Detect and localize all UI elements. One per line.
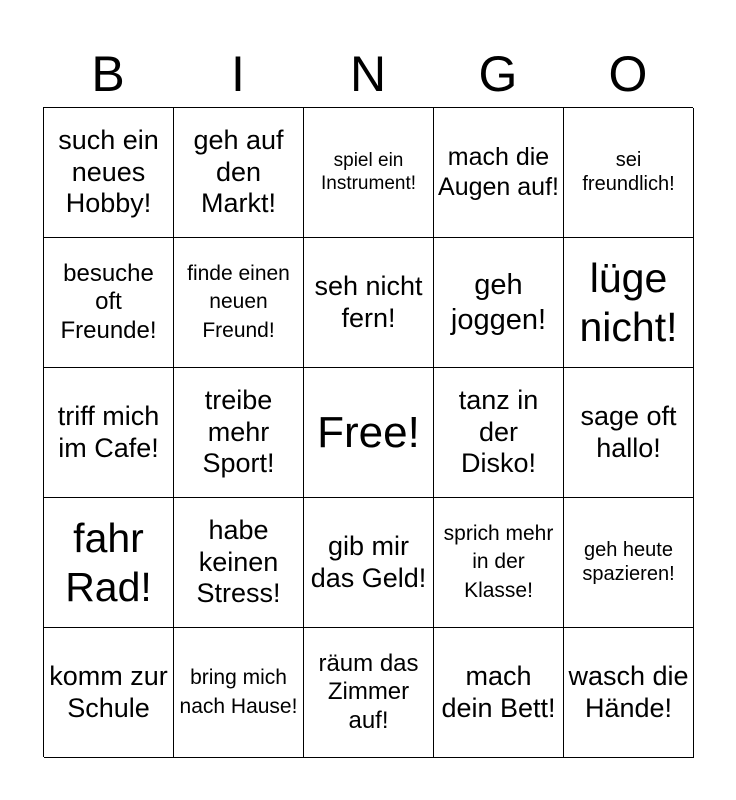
- cell-text: räum das Zimmer auf!: [318, 650, 419, 734]
- bingo-cell-r1-c2[interactable]: [174, 108, 304, 238]
- bingo-cell-r2-c5[interactable]: [564, 238, 694, 368]
- bingo-cell-r1-c5[interactable]: [564, 108, 694, 238]
- bingo-cell-r2-c4[interactable]: [434, 238, 564, 368]
- cell-text: seh nicht fern!: [314, 270, 423, 333]
- bingo-cell-r3-c4[interactable]: [434, 368, 564, 498]
- cell-text: tanz in der Disko!: [458, 384, 539, 479]
- bingo-cell-free[interactable]: [304, 368, 434, 498]
- bingo-cell-r2-c2[interactable]: [174, 238, 304, 368]
- cell-text: triff mich im Cafe!: [57, 400, 160, 463]
- bingo-cell-r3-c1[interactable]: [44, 368, 174, 498]
- bingo-cell-r3-c2[interactable]: [174, 368, 304, 498]
- cell-text: sage oft hallo!: [580, 400, 677, 463]
- cell-text: sei freundlich!: [582, 148, 675, 195]
- cell-text: geh heute spazieren!: [582, 538, 675, 585]
- cell-text: geh auf den Markt!: [193, 124, 284, 219]
- cell-text: lüge nicht!: [579, 255, 678, 350]
- bingo-header: [43, 40, 693, 108]
- bingo-cell-r4-c2[interactable]: [174, 498, 304, 628]
- cell-text: finde einen neuen Freund!: [187, 261, 290, 342]
- bingo-cell-r5-c1[interactable]: [44, 628, 174, 758]
- header-letter-n: N: [349, 46, 387, 102]
- bingo-board: [43, 107, 693, 757]
- cell-text: mach die Augen auf!: [438, 143, 559, 201]
- cell-text: sprich mehr in der Klasse!: [443, 521, 554, 602]
- bingo-cell-r4-c4[interactable]: [434, 498, 564, 628]
- header-letter-o: O: [608, 46, 648, 102]
- cell-text: gib mir das Geld!: [310, 530, 427, 593]
- cell-text: geh joggen!: [450, 269, 547, 336]
- bingo-cell-r2-c3[interactable]: [304, 238, 434, 368]
- bingo-cell-r4-c3[interactable]: [304, 498, 434, 628]
- cell-text: bring mich nach Hause!: [179, 666, 298, 718]
- cell-text: habe keinen Stress!: [196, 514, 281, 609]
- cell-text: komm zur Schule: [49, 660, 168, 723]
- bingo-cell-r4-c5[interactable]: [564, 498, 694, 628]
- cell-text: spiel ein Instrument!: [320, 150, 417, 194]
- cell-text: fahr Rad!: [65, 515, 152, 610]
- header-letter-g: G: [478, 46, 518, 102]
- cell-text: treibe mehr Sport!: [202, 384, 275, 479]
- bingo-cell-r1-c1[interactable]: [44, 108, 174, 238]
- bingo-cell-r1-c3[interactable]: [304, 108, 434, 238]
- header-letter-i: I: [231, 46, 245, 102]
- bingo-cell-r5-c5[interactable]: [564, 628, 694, 758]
- bingo-cell-r5-c4[interactable]: [434, 628, 564, 758]
- cell-text: wasch die Hände!: [568, 660, 689, 723]
- cell-text: mach dein Bett!: [441, 660, 556, 723]
- cell-text: besuche oft Freunde!: [60, 260, 157, 344]
- bingo-cell-r5-c3[interactable]: [304, 628, 434, 758]
- bingo-cell-r4-c1[interactable]: [44, 498, 174, 628]
- cell-text: such ein neues Hobby!: [58, 124, 159, 219]
- bingo-cell-r5-c2[interactable]: [174, 628, 304, 758]
- header-letter-b: B: [91, 46, 125, 102]
- free-space-text: Free!: [317, 407, 420, 457]
- bingo-cell-r1-c4[interactable]: [434, 108, 564, 238]
- bingo-cell-r3-c5[interactable]: [564, 368, 694, 498]
- bingo-cell-r2-c1[interactable]: [44, 238, 174, 368]
